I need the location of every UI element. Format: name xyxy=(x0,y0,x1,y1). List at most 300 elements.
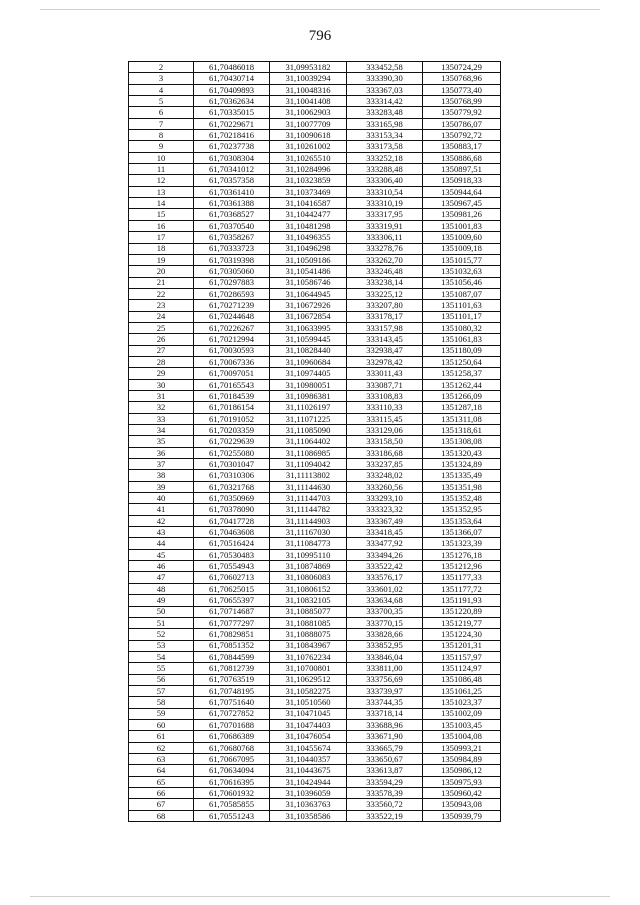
x-coordinate-cell: 333186,68 xyxy=(347,447,423,458)
y-coordinate-cell: 1351335,49 xyxy=(423,470,501,481)
latitude-cell: 61,70301047 xyxy=(194,459,270,470)
table-row xyxy=(129,685,501,696)
longitude-cell: 31,10974405 xyxy=(270,368,347,379)
x-coordinate-cell: 333756,69 xyxy=(347,674,423,685)
latitude-cell: 61,70226267 xyxy=(194,322,270,333)
table-row xyxy=(129,504,501,515)
y-coordinate-cell: 1351177,72 xyxy=(423,583,501,594)
latitude-cell: 61,70368527 xyxy=(194,209,270,220)
y-coordinate-cell: 1351311,08 xyxy=(423,413,501,424)
point-number-cell: 54 xyxy=(129,651,194,662)
table-row xyxy=(129,277,501,288)
y-coordinate-cell: 1351352,48 xyxy=(423,493,501,504)
y-coordinate-cell: 1351287,18 xyxy=(423,402,501,413)
table-row xyxy=(129,629,501,640)
latitude-cell: 61,70097051 xyxy=(194,368,270,379)
latitude-cell: 61,70255080 xyxy=(194,447,270,458)
y-coordinate-cell: 1350886,68 xyxy=(423,152,501,163)
y-coordinate-cell: 1350768,99 xyxy=(423,96,501,107)
table-row xyxy=(129,663,501,674)
y-coordinate-cell: 1351086,48 xyxy=(423,674,501,685)
x-coordinate-cell: 333452,58 xyxy=(347,62,423,73)
latitude-cell: 61,70361388 xyxy=(194,198,270,209)
point-number-cell: 35 xyxy=(129,436,194,447)
y-coordinate-cell: 1351002,09 xyxy=(423,708,501,719)
x-coordinate-cell: 333173,58 xyxy=(347,141,423,152)
point-number-cell: 47 xyxy=(129,572,194,583)
point-number-cell: 58 xyxy=(129,697,194,708)
y-coordinate-cell: 1350981,26 xyxy=(423,209,501,220)
y-coordinate-cell: 1351157,97 xyxy=(423,651,501,662)
latitude-cell: 61,70350969 xyxy=(194,493,270,504)
latitude-cell: 61,70680768 xyxy=(194,742,270,753)
x-coordinate-cell: 333207,80 xyxy=(347,300,423,311)
table-row xyxy=(129,130,501,141)
point-number-cell: 61 xyxy=(129,731,194,742)
latitude-cell: 61,70030593 xyxy=(194,345,270,356)
y-coordinate-cell: 1350939,79 xyxy=(423,810,501,821)
y-coordinate-cell: 1351320,43 xyxy=(423,447,501,458)
y-coordinate-cell: 1351032,63 xyxy=(423,266,501,277)
longitude-cell: 31,10424944 xyxy=(270,776,347,787)
latitude-cell: 61,70308304 xyxy=(194,152,270,163)
point-number-cell: 6 xyxy=(129,107,194,118)
table-row xyxy=(129,572,501,583)
point-number-cell: 28 xyxy=(129,356,194,367)
y-coordinate-cell: 1351318,61 xyxy=(423,425,501,436)
y-coordinate-cell: 1351351,98 xyxy=(423,481,501,492)
longitude-cell: 31,10284996 xyxy=(270,164,347,175)
longitude-cell: 31,10062903 xyxy=(270,107,347,118)
x-coordinate-cell: 333310,54 xyxy=(347,186,423,197)
latitude-cell: 61,70237738 xyxy=(194,141,270,152)
latitude-cell: 61,70763519 xyxy=(194,674,270,685)
longitude-cell: 31,11144703 xyxy=(270,493,347,504)
latitude-cell: 61,70357358 xyxy=(194,175,270,186)
table-row xyxy=(129,765,501,776)
y-coordinate-cell: 1351177,33 xyxy=(423,572,501,583)
point-number-cell: 18 xyxy=(129,243,194,254)
table-row xyxy=(129,470,501,481)
longitude-cell: 31,10373469 xyxy=(270,186,347,197)
x-coordinate-cell: 333248,02 xyxy=(347,470,423,481)
y-coordinate-cell: 1351220,89 xyxy=(423,606,501,617)
longitude-cell: 31,10881085 xyxy=(270,617,347,628)
longitude-cell: 31,10496298 xyxy=(270,243,347,254)
longitude-cell: 31,10986381 xyxy=(270,390,347,401)
point-number-cell: 67 xyxy=(129,799,194,810)
longitude-cell: 31,10599445 xyxy=(270,334,347,345)
table-row xyxy=(129,402,501,413)
table-row xyxy=(129,810,501,821)
y-coordinate-cell: 1351023,37 xyxy=(423,697,501,708)
y-coordinate-cell: 1350724,29 xyxy=(423,62,501,73)
x-coordinate-cell: 333283,48 xyxy=(347,107,423,118)
point-number-cell: 23 xyxy=(129,300,194,311)
longitude-cell: 31,11026197 xyxy=(270,402,347,413)
x-coordinate-cell: 333310,19 xyxy=(347,198,423,209)
y-coordinate-cell: 1350792,72 xyxy=(423,130,501,141)
x-coordinate-cell: 333158,50 xyxy=(347,436,423,447)
y-coordinate-cell: 1350943,08 xyxy=(423,799,501,810)
x-coordinate-cell: 333634,68 xyxy=(347,595,423,606)
y-coordinate-cell: 1351001,83 xyxy=(423,220,501,231)
latitude-cell: 61,70218416 xyxy=(194,130,270,141)
table-row xyxy=(129,62,501,73)
x-coordinate-cell: 333601,02 xyxy=(347,583,423,594)
x-coordinate-cell: 333314,42 xyxy=(347,96,423,107)
point-number-cell: 33 xyxy=(129,413,194,424)
x-coordinate-cell: 333237,85 xyxy=(347,459,423,470)
longitude-cell: 31,11086985 xyxy=(270,447,347,458)
y-coordinate-cell: 1351061,83 xyxy=(423,334,501,345)
y-coordinate-cell: 1350918,33 xyxy=(423,175,501,186)
latitude-cell: 61,70184539 xyxy=(194,390,270,401)
y-coordinate-cell: 1350944,64 xyxy=(423,186,501,197)
y-coordinate-cell: 1350786,07 xyxy=(423,118,501,129)
latitude-cell: 61,70516424 xyxy=(194,538,270,549)
longitude-cell: 31,10509186 xyxy=(270,254,347,265)
y-coordinate-cell: 1351250,64 xyxy=(423,356,501,367)
table-row xyxy=(129,164,501,175)
point-number-cell: 3 xyxy=(129,73,194,84)
latitude-cell: 61,70310306 xyxy=(194,470,270,481)
longitude-cell: 31,10496355 xyxy=(270,232,347,243)
latitude-cell: 61,70655397 xyxy=(194,595,270,606)
y-coordinate-cell: 1350986,12 xyxy=(423,765,501,776)
y-coordinate-cell: 1351056,46 xyxy=(423,277,501,288)
latitude-cell: 61,70417728 xyxy=(194,515,270,526)
point-number-cell: 59 xyxy=(129,708,194,719)
longitude-cell: 31,10396059 xyxy=(270,788,347,799)
table-row xyxy=(129,708,501,719)
y-coordinate-cell: 1351262,44 xyxy=(423,379,501,390)
longitude-cell: 31,10265510 xyxy=(270,152,347,163)
x-coordinate-cell: 333665,79 xyxy=(347,742,423,753)
point-number-cell: 45 xyxy=(129,549,194,560)
latitude-cell: 61,70361410 xyxy=(194,186,270,197)
longitude-cell: 31,10474403 xyxy=(270,719,347,730)
x-coordinate-cell: 333846,04 xyxy=(347,651,423,662)
table-row xyxy=(129,232,501,243)
point-number-cell: 46 xyxy=(129,561,194,572)
coordinate-table xyxy=(128,61,501,822)
table-row xyxy=(129,799,501,810)
point-number-cell: 53 xyxy=(129,640,194,651)
latitude-cell: 61,70777297 xyxy=(194,617,270,628)
y-coordinate-cell: 1351061,25 xyxy=(423,685,501,696)
table-row xyxy=(129,356,501,367)
table-row xyxy=(129,311,501,322)
point-number-cell: 26 xyxy=(129,334,194,345)
latitude-cell: 61,70409893 xyxy=(194,84,270,95)
point-number-cell: 29 xyxy=(129,368,194,379)
x-coordinate-cell: 333367,49 xyxy=(347,515,423,526)
latitude-cell: 61,70286593 xyxy=(194,288,270,299)
x-coordinate-cell: 333576,17 xyxy=(347,572,423,583)
y-coordinate-cell: 1351191,93 xyxy=(423,595,501,606)
longitude-cell: 31,10476054 xyxy=(270,731,347,742)
latitude-cell: 61,70430714 xyxy=(194,73,270,84)
point-number-cell: 56 xyxy=(129,674,194,685)
longitude-cell: 31,10358586 xyxy=(270,810,347,821)
y-coordinate-cell: 1350883,17 xyxy=(423,141,501,152)
latitude-cell: 61,70486018 xyxy=(194,62,270,73)
x-coordinate-cell: 333852,95 xyxy=(347,640,423,651)
point-number-cell: 20 xyxy=(129,266,194,277)
point-number-cell: 66 xyxy=(129,788,194,799)
table-row xyxy=(129,742,501,753)
point-number-cell: 37 xyxy=(129,459,194,470)
table-row xyxy=(129,549,501,560)
x-coordinate-cell: 333522,19 xyxy=(347,810,423,821)
x-coordinate-cell: 333613,87 xyxy=(347,765,423,776)
x-coordinate-cell: 333252,18 xyxy=(347,152,423,163)
scan-edge-bottom xyxy=(30,896,610,897)
point-number-cell: 15 xyxy=(129,209,194,220)
longitude-cell: 31,11085090 xyxy=(270,425,347,436)
table-row xyxy=(129,198,501,209)
point-number-cell: 38 xyxy=(129,470,194,481)
table-row xyxy=(129,538,501,549)
y-coordinate-cell: 1351219,77 xyxy=(423,617,501,628)
latitude-cell: 61,70229639 xyxy=(194,436,270,447)
y-coordinate-cell: 1351366,07 xyxy=(423,527,501,538)
x-coordinate-cell: 333178,17 xyxy=(347,311,423,322)
latitude-cell: 61,70341012 xyxy=(194,164,270,175)
longitude-cell: 31,10806083 xyxy=(270,572,347,583)
table-row xyxy=(129,459,501,470)
point-number-cell: 10 xyxy=(129,152,194,163)
latitude-cell: 61,70212994 xyxy=(194,334,270,345)
longitude-cell: 31,10323859 xyxy=(270,175,347,186)
longitude-cell: 31,10455674 xyxy=(270,742,347,753)
longitude-cell: 31,10806152 xyxy=(270,583,347,594)
longitude-cell: 31,10440357 xyxy=(270,753,347,764)
latitude-cell: 61,70370540 xyxy=(194,220,270,231)
x-coordinate-cell: 333319,91 xyxy=(347,220,423,231)
longitude-cell: 31,10090618 xyxy=(270,130,347,141)
longitude-cell: 31,10041408 xyxy=(270,96,347,107)
latitude-cell: 61,70727852 xyxy=(194,708,270,719)
point-number-cell: 51 xyxy=(129,617,194,628)
x-coordinate-cell: 333811,00 xyxy=(347,663,423,674)
y-coordinate-cell: 1351009,18 xyxy=(423,243,501,254)
coordinate-table-body xyxy=(129,62,501,822)
point-number-cell: 22 xyxy=(129,288,194,299)
longitude-cell: 31,11064402 xyxy=(270,436,347,447)
point-number-cell: 31 xyxy=(129,390,194,401)
x-coordinate-cell: 333828,66 xyxy=(347,629,423,640)
point-number-cell: 14 xyxy=(129,198,194,209)
longitude-cell: 31,11084773 xyxy=(270,538,347,549)
longitude-cell: 31,10471045 xyxy=(270,708,347,719)
latitude-cell: 61,70191052 xyxy=(194,413,270,424)
x-coordinate-cell: 333418,45 xyxy=(347,527,423,538)
x-coordinate-cell: 333288,48 xyxy=(347,164,423,175)
table-row xyxy=(129,731,501,742)
latitude-cell: 61,70714687 xyxy=(194,606,270,617)
table-row xyxy=(129,776,501,787)
longitude-cell: 31,10672926 xyxy=(270,300,347,311)
latitude-cell: 61,70634094 xyxy=(194,765,270,776)
x-coordinate-cell: 333238,14 xyxy=(347,277,423,288)
x-coordinate-cell: 333522,42 xyxy=(347,561,423,572)
latitude-cell: 61,70271239 xyxy=(194,300,270,311)
latitude-cell: 61,70585855 xyxy=(194,799,270,810)
y-coordinate-cell: 1350773,40 xyxy=(423,84,501,95)
longitude-cell: 31,11113802 xyxy=(270,470,347,481)
latitude-cell: 61,70625015 xyxy=(194,583,270,594)
longitude-cell: 31,10442477 xyxy=(270,209,347,220)
latitude-cell: 61,70067336 xyxy=(194,356,270,367)
latitude-cell: 61,70701688 xyxy=(194,719,270,730)
point-number-cell: 7 xyxy=(129,118,194,129)
latitude-cell: 61,70463608 xyxy=(194,527,270,538)
table-row xyxy=(129,595,501,606)
longitude-cell: 31,10586746 xyxy=(270,277,347,288)
longitude-cell: 31,10672854 xyxy=(270,311,347,322)
point-number-cell: 60 xyxy=(129,719,194,730)
point-number-cell: 42 xyxy=(129,515,194,526)
latitude-cell: 61,70297883 xyxy=(194,277,270,288)
longitude-cell: 31,09953182 xyxy=(270,62,347,73)
latitude-cell: 61,70616395 xyxy=(194,776,270,787)
table-row xyxy=(129,719,501,730)
table-row xyxy=(129,175,501,186)
y-coordinate-cell: 1351353,64 xyxy=(423,515,501,526)
x-coordinate-cell: 333278,76 xyxy=(347,243,423,254)
point-number-cell: 62 xyxy=(129,742,194,753)
latitude-cell: 61,70812739 xyxy=(194,663,270,674)
table-row xyxy=(129,583,501,594)
table-row xyxy=(129,84,501,95)
longitude-cell: 31,10077709 xyxy=(270,118,347,129)
page-number: 796 xyxy=(308,28,332,44)
point-number-cell: 41 xyxy=(129,504,194,515)
x-coordinate-cell: 333744,35 xyxy=(347,697,423,708)
point-number-cell: 49 xyxy=(129,595,194,606)
point-number-cell: 44 xyxy=(129,538,194,549)
point-number-cell: 68 xyxy=(129,810,194,821)
y-coordinate-cell: 1350960,42 xyxy=(423,788,501,799)
point-number-cell: 17 xyxy=(129,232,194,243)
latitude-cell: 61,70686389 xyxy=(194,731,270,742)
y-coordinate-cell: 1350897,51 xyxy=(423,164,501,175)
longitude-cell: 31,10960684 xyxy=(270,356,347,367)
x-coordinate-cell: 333108,83 xyxy=(347,390,423,401)
x-coordinate-cell: 333718,14 xyxy=(347,708,423,719)
table-row xyxy=(129,186,501,197)
latitude-cell: 61,70165543 xyxy=(194,379,270,390)
table-row xyxy=(129,390,501,401)
x-coordinate-cell: 333246,48 xyxy=(347,266,423,277)
y-coordinate-cell: 1351080,32 xyxy=(423,322,501,333)
longitude-cell: 31,10416587 xyxy=(270,198,347,209)
latitude-cell: 61,70244648 xyxy=(194,311,270,322)
latitude-cell: 61,70362634 xyxy=(194,96,270,107)
point-number-cell: 52 xyxy=(129,629,194,640)
point-number-cell: 21 xyxy=(129,277,194,288)
longitude-cell: 31,10832105 xyxy=(270,595,347,606)
point-number-cell: 57 xyxy=(129,685,194,696)
table-row xyxy=(129,209,501,220)
table-row xyxy=(129,425,501,436)
y-coordinate-cell: 1351258,37 xyxy=(423,368,501,379)
point-number-cell: 5 xyxy=(129,96,194,107)
latitude-cell: 61,70601932 xyxy=(194,788,270,799)
longitude-cell: 31,10633995 xyxy=(270,322,347,333)
point-number-cell: 4 xyxy=(129,84,194,95)
longitude-cell: 31,10980051 xyxy=(270,379,347,390)
latitude-cell: 61,70554943 xyxy=(194,561,270,572)
point-number-cell: 30 xyxy=(129,379,194,390)
x-coordinate-cell: 333306,11 xyxy=(347,232,423,243)
table-row xyxy=(129,368,501,379)
table-row xyxy=(129,651,501,662)
x-coordinate-cell: 333143,45 xyxy=(347,334,423,345)
x-coordinate-cell: 333011,43 xyxy=(347,368,423,379)
latitude-cell: 61,70751640 xyxy=(194,697,270,708)
x-coordinate-cell: 333087,71 xyxy=(347,379,423,390)
x-coordinate-cell: 333262,70 xyxy=(347,254,423,265)
x-coordinate-cell: 333700,35 xyxy=(347,606,423,617)
point-number-cell: 27 xyxy=(129,345,194,356)
point-number-cell: 9 xyxy=(129,141,194,152)
table-row xyxy=(129,322,501,333)
x-coordinate-cell: 333110,33 xyxy=(347,402,423,413)
x-coordinate-cell: 333367,03 xyxy=(347,84,423,95)
point-number-cell: 19 xyxy=(129,254,194,265)
point-number-cell: 48 xyxy=(129,583,194,594)
x-coordinate-cell: 333650,67 xyxy=(347,753,423,764)
table-row xyxy=(129,481,501,492)
point-number-cell: 12 xyxy=(129,175,194,186)
table-row xyxy=(129,73,501,84)
y-coordinate-cell: 1351004,08 xyxy=(423,731,501,742)
longitude-cell: 31,10039294 xyxy=(270,73,347,84)
longitude-cell: 31,10874869 xyxy=(270,561,347,572)
x-coordinate-cell: 333129,06 xyxy=(347,425,423,436)
y-coordinate-cell: 1351212,96 xyxy=(423,561,501,572)
point-number-cell: 55 xyxy=(129,663,194,674)
point-number-cell: 43 xyxy=(129,527,194,538)
table-row xyxy=(129,266,501,277)
table-row xyxy=(129,118,501,129)
point-number-cell: 8 xyxy=(129,130,194,141)
y-coordinate-cell: 1351124,97 xyxy=(423,663,501,674)
x-coordinate-cell: 333225,12 xyxy=(347,288,423,299)
latitude-cell: 61,70851352 xyxy=(194,640,270,651)
latitude-cell: 61,70203359 xyxy=(194,425,270,436)
table-row xyxy=(129,152,501,163)
y-coordinate-cell: 1350967,45 xyxy=(423,198,501,209)
latitude-cell: 61,70748195 xyxy=(194,685,270,696)
scan-edge-top xyxy=(40,9,600,10)
table-row xyxy=(129,447,501,458)
x-coordinate-cell: 333594,29 xyxy=(347,776,423,787)
longitude-cell: 31,11167030 xyxy=(270,527,347,538)
point-number-cell: 2 xyxy=(129,62,194,73)
table-row xyxy=(129,345,501,356)
y-coordinate-cell: 1350984,89 xyxy=(423,753,501,764)
longitude-cell: 31,10363763 xyxy=(270,799,347,810)
point-number-cell: 63 xyxy=(129,753,194,764)
point-number-cell: 50 xyxy=(129,606,194,617)
x-coordinate-cell: 332938,47 xyxy=(347,345,423,356)
point-number-cell: 65 xyxy=(129,776,194,787)
table-row xyxy=(129,254,501,265)
